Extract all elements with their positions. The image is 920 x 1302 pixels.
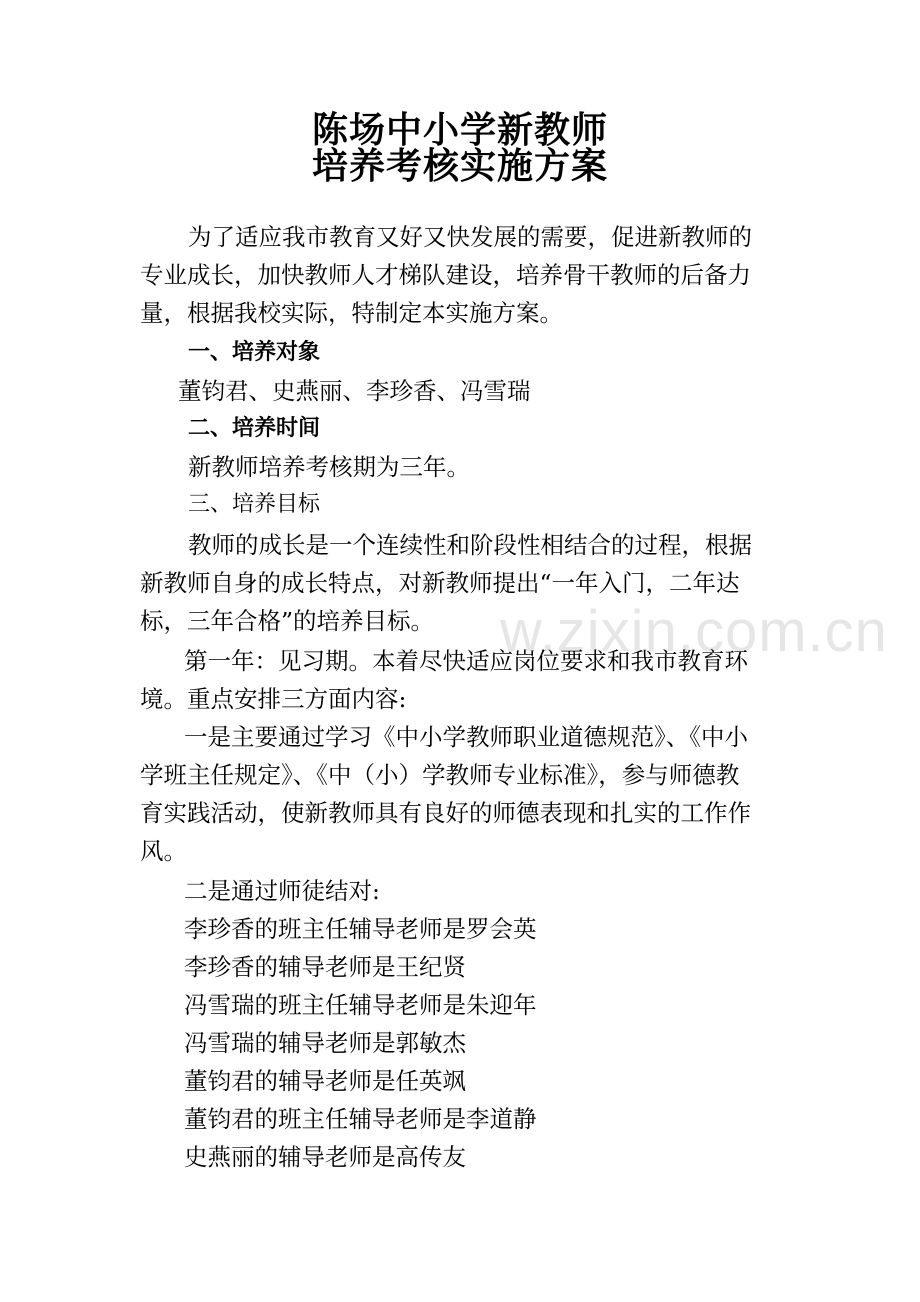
- goal-line-2: 新教师自身的成长特点，对新教师提出“一年入门，二年达: [140, 569, 740, 597]
- title-line-1: 陈场中小学新教师: [311, 109, 608, 151]
- item-one-line-3: 育实践活动，使新教师具有良好的师德表现和扎实的工作作: [140, 799, 751, 827]
- mentor-pair-7: 史燕丽的辅导老师是高传友: [184, 1143, 466, 1171]
- mentor-pair-6: 董钧君的班主任辅导老师是李道静: [184, 1105, 537, 1133]
- training-period: 新教师培养考核期为三年。: [188, 453, 470, 481]
- section-heading-2: 二、培养时间: [188, 416, 321, 441]
- section-heading-3: 三、培养目标: [188, 492, 321, 517]
- section-heading-1: 一、培养对象: [188, 340, 321, 365]
- title-line-2: 培养考核实施方案: [311, 145, 608, 187]
- intro-line-2: 专业成长，加快教师人才梯队建设，培养骨干教师的后备力: [140, 261, 751, 289]
- goal-line-1: 教师的成长是一个连续性和阶段性相结合的过程，根据: [188, 531, 752, 559]
- item-one-line-1: 一是主要通过学习《中小学教师职业道德规范》、《中小: [184, 723, 748, 751]
- year-one-line-1: 第一年：见习期。本着尽快适应岗位要求和我市教育环: [184, 647, 748, 675]
- watermark: w.zixin.com.cn: [500, 599, 888, 664]
- mentor-pair-4: 冯雪瑞的辅导老师是郭敏杰: [184, 1029, 466, 1057]
- item-one-line-4: 风。: [140, 837, 187, 865]
- mentor-pair-5: 董钧君的辅导老师是任英飒: [184, 1067, 466, 1095]
- item-two-line: 二是通过师徒结对:: [184, 877, 380, 905]
- trainee-list: 董钧君、史燕丽、李珍香、冯雪瑞: [178, 377, 531, 405]
- mentor-pair-1: 李珍香的班主任辅导老师是罗会英: [184, 915, 537, 943]
- mentor-pair-3: 冯雪瑞的班主任辅导老师是朱迎年: [184, 991, 537, 1019]
- mentor-pair-2: 李珍香的辅导老师是王纪贤: [184, 953, 466, 981]
- goal-line-3: 标，三年合格”的培养目标。: [140, 607, 435, 635]
- year-one-line-2: 境。重点安排三方面内容:: [140, 685, 407, 713]
- item-one-line-2: 学班主任规定》、《中（小）学教师专业标准》，参与师德教: [140, 761, 740, 789]
- intro-line-1: 为了适应我市教育又好又快发展的需要，促进新教师的: [188, 223, 752, 251]
- intro-line-3: 量，根据我校实际，特制定本实施方案。: [140, 299, 563, 327]
